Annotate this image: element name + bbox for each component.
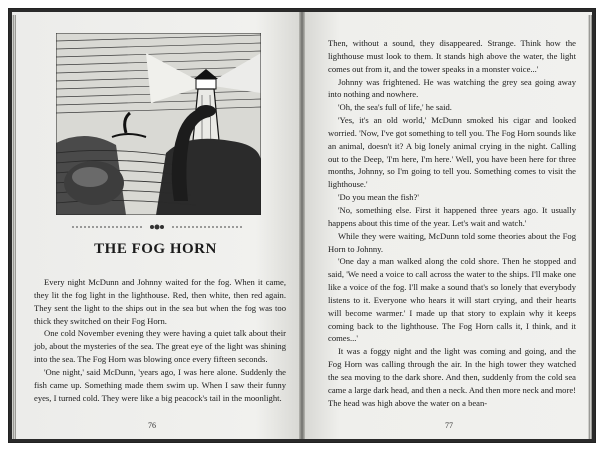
paragraph: 'Do you mean the fish?' — [338, 192, 419, 203]
paragraph: While they were waiting, McDunn told some theories about the Fog Horn to Johnny. — [328, 230, 576, 254]
paragraph: 'One night,' said McDunn, 'years ago, I was here alone. Suddenly the fish came up. Something made them swim up. When I saw their funny eyes, I turned cold. They were like a big peacock's tail in the moonlight. — [34, 366, 286, 403]
open-book — [9, 9, 595, 442]
paragraph: 'Oh, the sea's full of life,' he said. — [338, 102, 452, 113]
paragraph: One cold November evening they were having a quiet talk about their job, about the mysteries of the sea. The great eye of the light was shining into the sea. The Fog Horn was blowing once every fifteen seconds. — [34, 328, 286, 365]
right-body-text — [328, 37, 576, 409]
paragraph: 'One day a man walked along the cold shore. Then he stopped and said, 'We need a voice to call across the water to the ships. I'll make one like a voice of the fog. I'll make a sound that's so lonely that everybody listens to it. Everyone who hears it will start crying, and their hearts will become warmer.' I made up that story to explain why it keeps coming back to the lighthouse. The Fog Horn calls it, I think, and it comes...' — [328, 256, 576, 344]
paragraph: Johnny was frightened. He was watching the grey sea going away into nothing and nowhere. — [328, 76, 576, 100]
chapter-title: THE FOG HORN — [94, 241, 217, 257]
paragraph: 'No, something else. First it happened three years ago. It usually happens about this time of the year. Let's wait and watch.' — [328, 204, 576, 228]
sea-monster-illustration — [56, 33, 261, 215]
left-body-text — [34, 276, 286, 404]
paragraph: Then, without a sound, they disappeared. Strange. Think how the lighthouse must look to them. It stands high above the water, the light comes out from it, and the tower speaks in a monster voice...' — [328, 38, 576, 74]
right-page — [305, 12, 592, 439]
title-ornament — [72, 222, 242, 232]
page-number-right: 77 — [445, 421, 453, 430]
paragraph: Every night McDunn and Johnny waited for the fog. When it came, they lit the fog light in the lighthouse. Red, then white, then red again. They sent the light to the ships out in the sea but when the fog was too thick they switched on their Fog Horn. — [34, 277, 286, 326]
left-page — [12, 12, 299, 439]
paragraph: 'Yes, it's an old world,' McDunn smoked his cigar and looked worried. 'Now, I've got something to tell you. The Fog Horn sounds like an animal, doesn't it? A big lonely animal crying in the night. Calling out to the Deep, 'I'm here, I'm here.' Well, you have been here for three months, Johnny, so I'm going to tell you. Something comes to visit the lighthouse.' — [328, 115, 576, 190]
page-number-left: 76 — [148, 421, 156, 430]
page-edges — [12, 15, 16, 439]
page-edges — [588, 15, 592, 439]
paragraph: It was a foggy night and the light was coming and going, and the Fog Horn was calling through the air. In the high tower they watched the sea moving to the dark shore. And then, suddenly from the cold sea came a large dark head, and then a neck. And then more neck and more! The head was high above the water on a bean- — [328, 346, 576, 408]
